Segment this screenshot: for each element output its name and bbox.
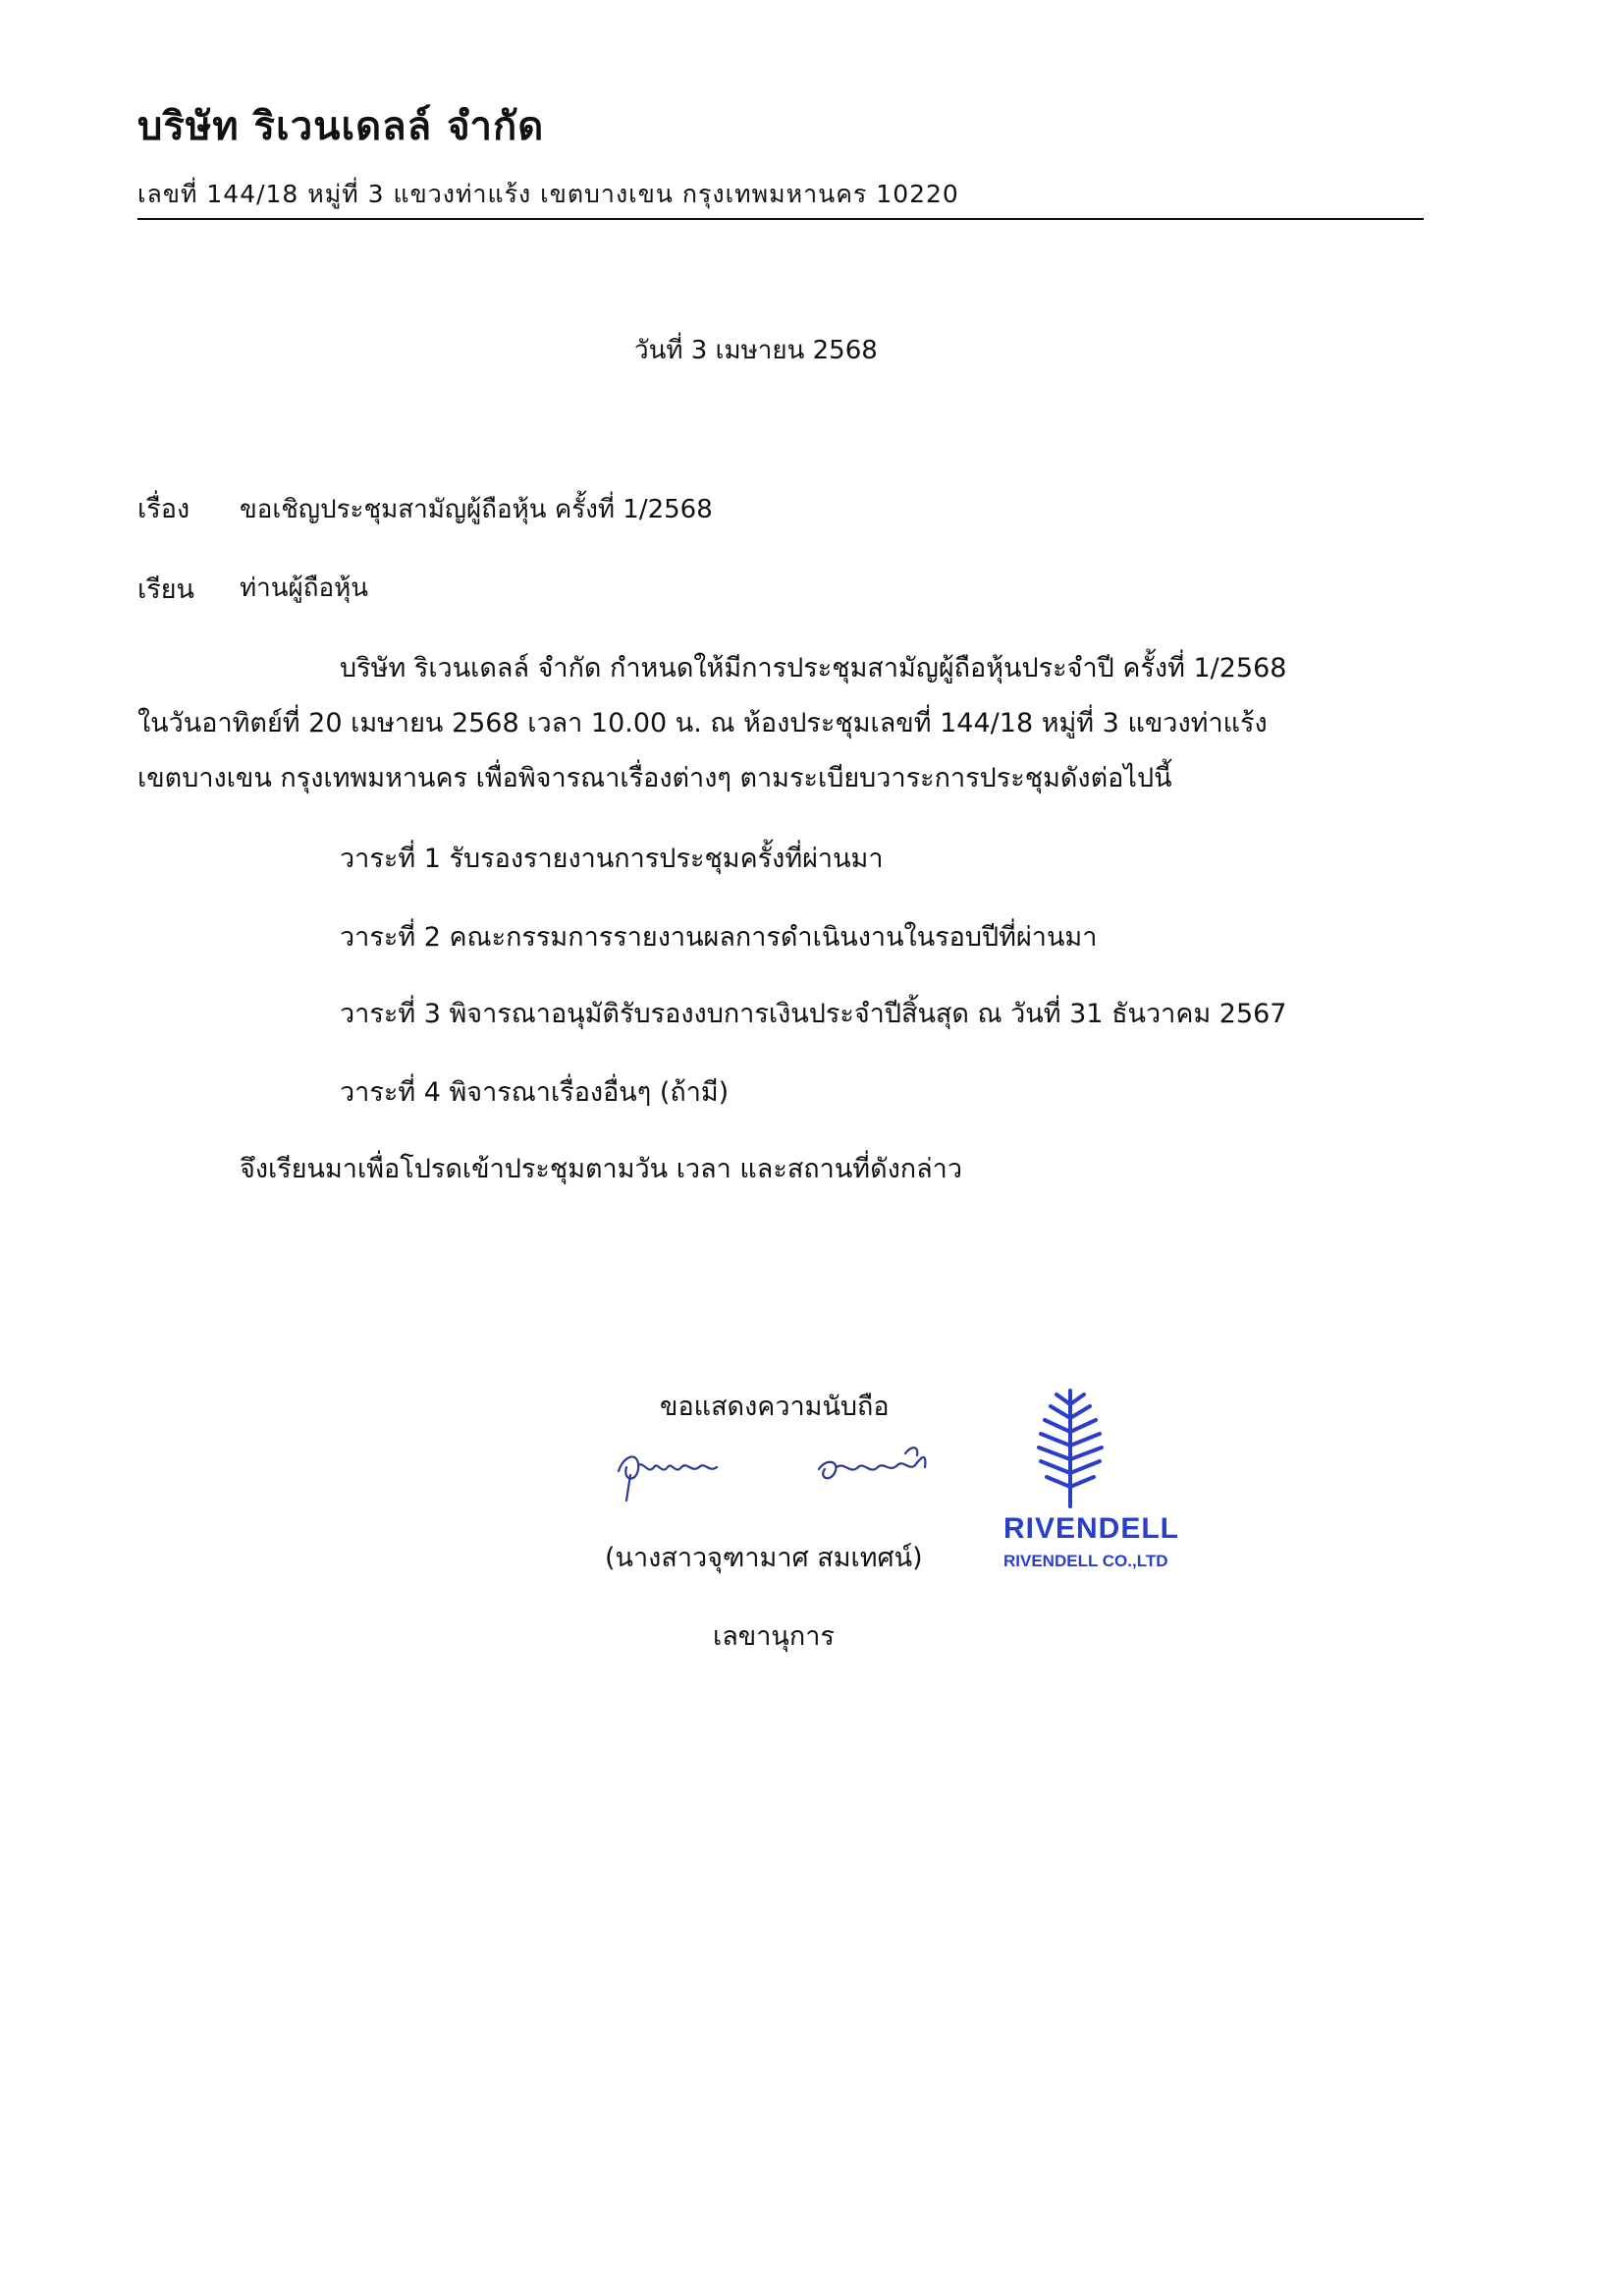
- subject-value: ขอเชิญประชุมสามัญผู้ถือหุ้น ครั้งที่ 1/2568: [240, 495, 713, 524]
- signatory-name: (นางสาวจุฑามาศ สมเทศน์): [605, 1543, 923, 1573]
- agenda-item-2: วาระที่ 2 คณะกรรมการรายงานผลการดำเนินงานในรอบปีที่ผ่านมา: [340, 922, 1098, 953]
- header-divider: [137, 218, 1424, 220]
- document-date: วันที่ 3 เมษายน 2568: [634, 336, 878, 365]
- tree-logo-icon: [1011, 1385, 1129, 1510]
- signatory-position: เลขานุการ: [713, 1621, 835, 1652]
- body-line-2: ในวันอาทิตย์ที่ 20 เมษายน 2568 เวลา 10.00 น. ณ ห้องประชุมเลขที่ 144/18 หมู่ที่ 3 แขวงท่าแร้ง: [137, 708, 1268, 738]
- agenda-item-1: วาระที่ 1 รับรองรายงานการประชุมครั้งที่ผ่านมา: [340, 844, 884, 874]
- company-name: บริษัท ริเวนเดลล์ จำกัด: [137, 104, 545, 149]
- agenda-item-3: วาระที่ 3 พิจารณาอนุมัติรับรองงบการเงินประจำปีสิ้นสุด ณ วันที่ 31 ธันวาคม 2567: [340, 999, 1287, 1029]
- closing-sentence: จึงเรียนมาเพื่อโปรดเข้าประชุมตามวัน เวลา และสถานที่ดังกล่าว: [240, 1154, 963, 1184]
- stamp-brand: RIVENDELL: [1003, 1512, 1180, 1545]
- company-stamp: [992, 1385, 1237, 1581]
- agenda-item-4: วาระที่ 4 พิจารณาเรื่องอื่นๆ (ถ้ามี): [340, 1077, 730, 1108]
- company-address: เลขที่ 144/18 หมู่ที่ 3 แขวงท่าแร้ง เขตบางเขน กรุงเทพมหานคร 10220: [137, 180, 959, 208]
- regards-line: ขอแสดงความนับถือ: [660, 1392, 890, 1422]
- recipient-label: เรียน: [137, 574, 195, 605]
- subject-label: เรื่อง: [137, 494, 190, 524]
- stamp-company: RIVENDELL CO.,LTD: [1003, 1552, 1168, 1570]
- recipient-value: ท่านผู้ถือหุ้น: [240, 574, 369, 603]
- body-line-1: บริษัท ริเวนเดลล์ จำกัด กำหนดให้มีการประชุมสามัญผู้ถือหุ้นประจำปี ครั้งที่ 1/2568: [340, 653, 1287, 683]
- body-line-3: เขตบางเขน กรุงเทพมหานคร เพื่อพิจารณาเรื่องต่างๆ ตามระเบียบวาระการประชุมดังต่อไปนี้: [137, 763, 1172, 793]
- handwritten-signature: [611, 1432, 964, 1510]
